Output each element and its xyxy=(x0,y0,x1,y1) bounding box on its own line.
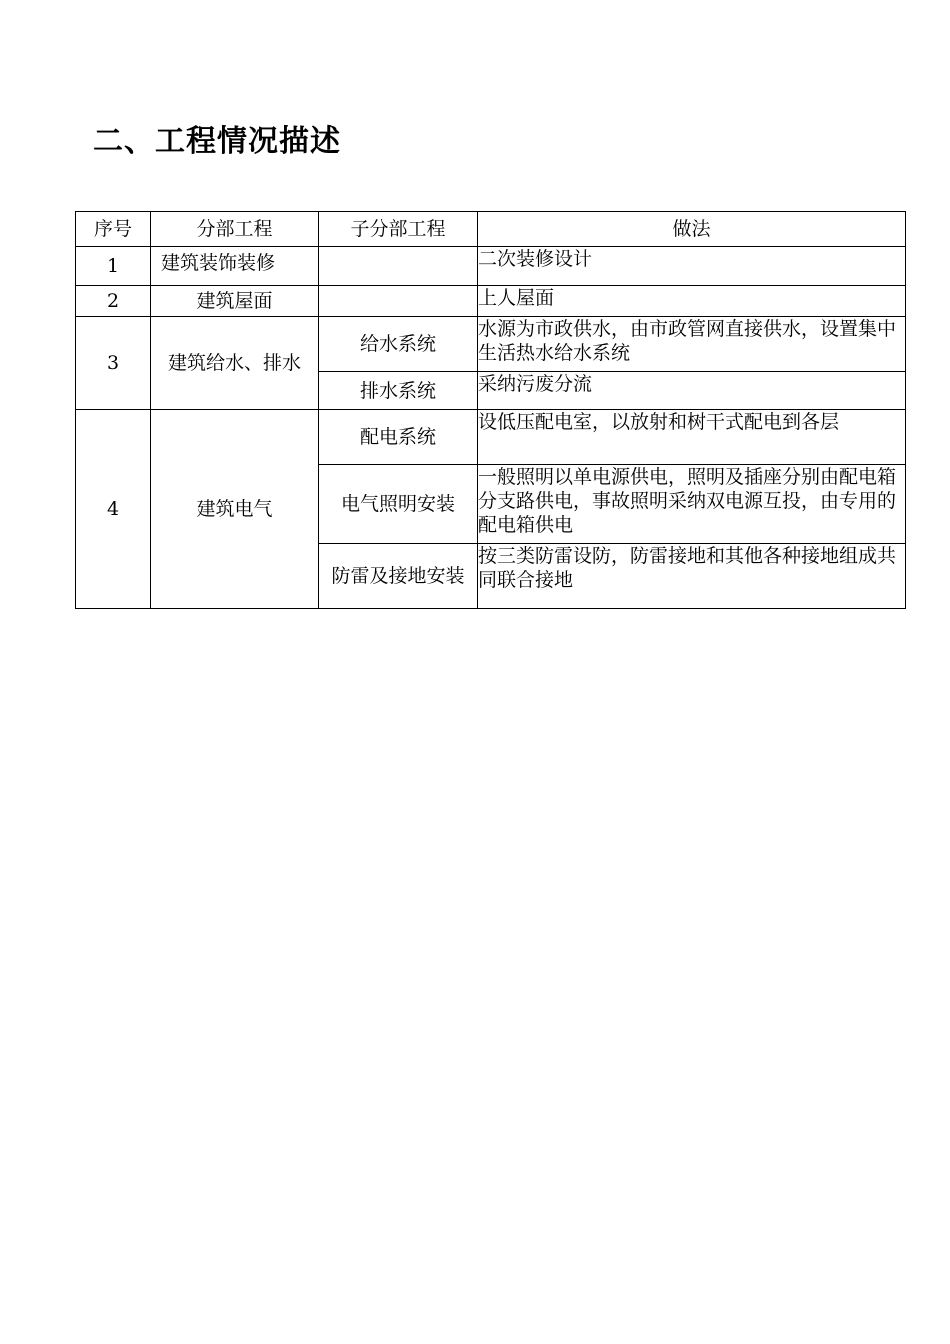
division-cell: 建筑电气 xyxy=(151,410,319,609)
row-number: 1 xyxy=(76,247,151,286)
method-cell: 上人屋面 xyxy=(478,286,906,317)
row-number: 2 xyxy=(76,286,151,317)
method-cell: 设低压配电室，以放射和树干式配电到各层 xyxy=(478,410,906,465)
table-row xyxy=(76,247,906,286)
header-subdivision: 子分部工程 xyxy=(319,212,478,247)
table-row xyxy=(76,317,906,372)
subdivision-cell: 防雷及接地安装 xyxy=(319,544,478,609)
method-cell: 按三类防雷设防，防雷接地和其他各种接地组成共同联合接地 xyxy=(478,544,906,609)
section-title: 二、工程情况描述 xyxy=(93,124,341,159)
table-row xyxy=(76,286,906,317)
subdivision-cell xyxy=(319,247,478,286)
subdivision-cell: 给水系统 xyxy=(319,317,478,372)
table-row xyxy=(76,410,906,465)
method-cell: 采纳污废分流 xyxy=(478,372,906,410)
subdivision-cell xyxy=(319,286,478,317)
subdivision-cell: 配电系统 xyxy=(319,410,478,465)
method-cell: 一般照明以单电源供电，照明及插座分别由配电箱分支路供电，事故照明采纳双电源互投，由专用的配电箱供电 xyxy=(478,465,906,544)
header-division: 分部工程 xyxy=(151,212,319,247)
division-cell: 建筑装饰装修 xyxy=(151,247,319,286)
method-cell: 水源为市政供水，由市政管网直接供水，设置集中生活热水给水系统 xyxy=(478,317,906,372)
division-cell: 建筑屋面 xyxy=(151,286,319,317)
header-serial-number: 序号 xyxy=(76,212,151,247)
subdivision-cell: 电气照明安装 xyxy=(319,465,478,544)
table-header-row xyxy=(76,212,906,247)
subdivision-cell: 排水系统 xyxy=(319,372,478,410)
header-method: 做法 xyxy=(478,212,906,247)
row-number: 3 xyxy=(76,317,151,410)
row-number: 4 xyxy=(76,410,151,609)
method-cell: 二次装修设计 xyxy=(478,247,906,286)
project-description-table xyxy=(75,211,906,609)
division-cell: 建筑给水、排水 xyxy=(151,317,319,410)
